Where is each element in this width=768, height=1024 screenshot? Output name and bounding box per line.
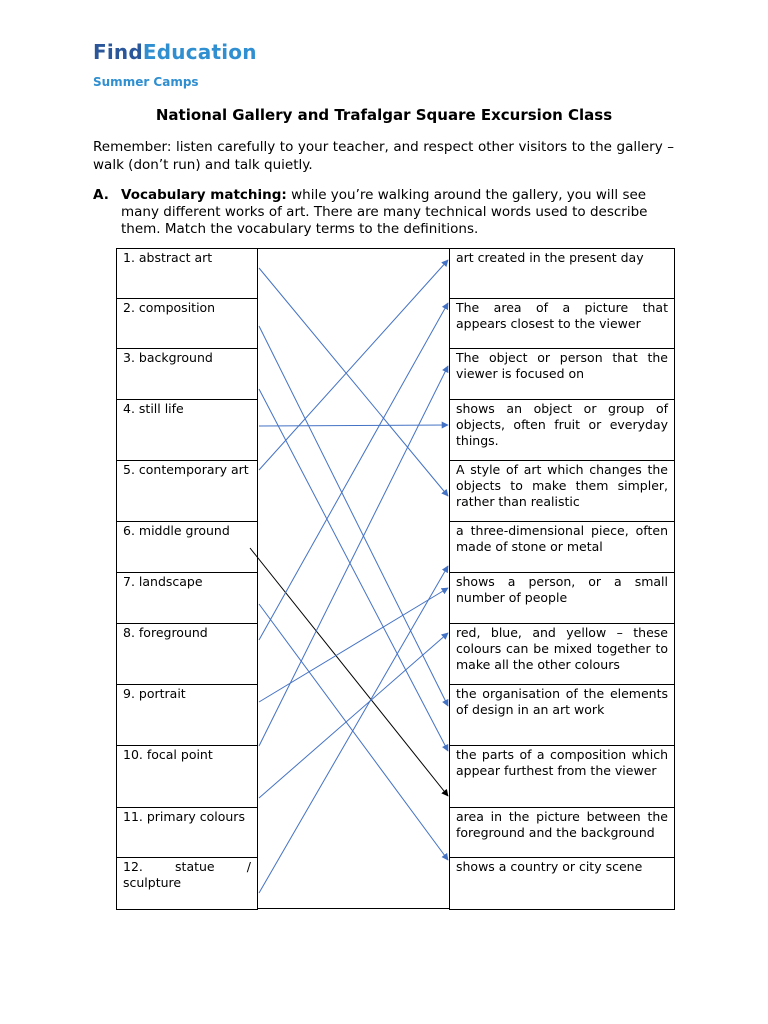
definition-cell: a three-dimensional piece, often made of stone or metal — [449, 521, 675, 573]
section-a-instructions — [121, 187, 674, 238]
term-cell: 10. focal point — [116, 745, 258, 808]
term-cell: 5. contemporary art — [116, 460, 258, 522]
term-cell: 9. portrait — [116, 684, 258, 746]
definition-cell: shows a country or city scene — [449, 857, 675, 910]
definition-cell: red, blue, and yellow – these colours can be mixed together to make all the other colours — [449, 623, 675, 685]
section-a-heading: Vocabulary matching: — [121, 187, 287, 203]
brand-subtitle: Summer Camps — [93, 75, 199, 89]
definition-cell: the parts of a composition which appear furthest from the viewer — [449, 745, 675, 808]
section-a-letter: A. — [93, 187, 109, 203]
intro-paragraph: Remember: listen carefully to your teacher, and respect other visitors to the gallery – walk (don’t run) and talk quietly. — [93, 139, 674, 173]
definition-cell: shows an object or group of objects, often fruit or everyday things. — [449, 399, 675, 461]
term-cell: 1. abstract art — [116, 248, 258, 299]
section-a-text: while you’re walking around the gallery, you will see many different works of art. There are many technical words used to describe them. Match the vocabulary terms to the definitions. — [121, 187, 648, 237]
definition-cell: A style of art which changes the objects to make them simpler, rather than realistic — [449, 460, 675, 522]
brand-part-find: Find — [93, 40, 143, 64]
page-title: National Gallery and Trafalgar Square Excursion Class — [155, 106, 613, 124]
matching-middle-column — [257, 248, 450, 909]
term-cell: 12. statue / sculpture — [116, 857, 258, 910]
matching-table — [116, 248, 675, 909]
definition-cell: area in the picture between the foreground and the background — [449, 807, 675, 858]
definition-cell: art created in the present day — [449, 248, 675, 299]
brand-logo — [93, 40, 257, 64]
brand-part-education: Education — [142, 40, 257, 64]
term-cell: 11. primary colours — [116, 807, 258, 858]
definition-cell: The area of a picture that appears closest to the viewer — [449, 298, 675, 349]
term-cell: 8. foreground — [116, 623, 258, 685]
term-cell: 3. background — [116, 348, 258, 400]
term-cell: 2. composition — [116, 298, 258, 349]
definition-cell: the organisation of the elements of design in an art work — [449, 684, 675, 746]
term-cell: 7. landscape — [116, 572, 258, 624]
term-cell: 4. still life — [116, 399, 258, 461]
definition-cell: The object or person that the viewer is focused on — [449, 348, 675, 400]
term-cell: 6. middle ground — [116, 521, 258, 573]
definition-cell: shows a person, or a small number of people — [449, 572, 675, 624]
